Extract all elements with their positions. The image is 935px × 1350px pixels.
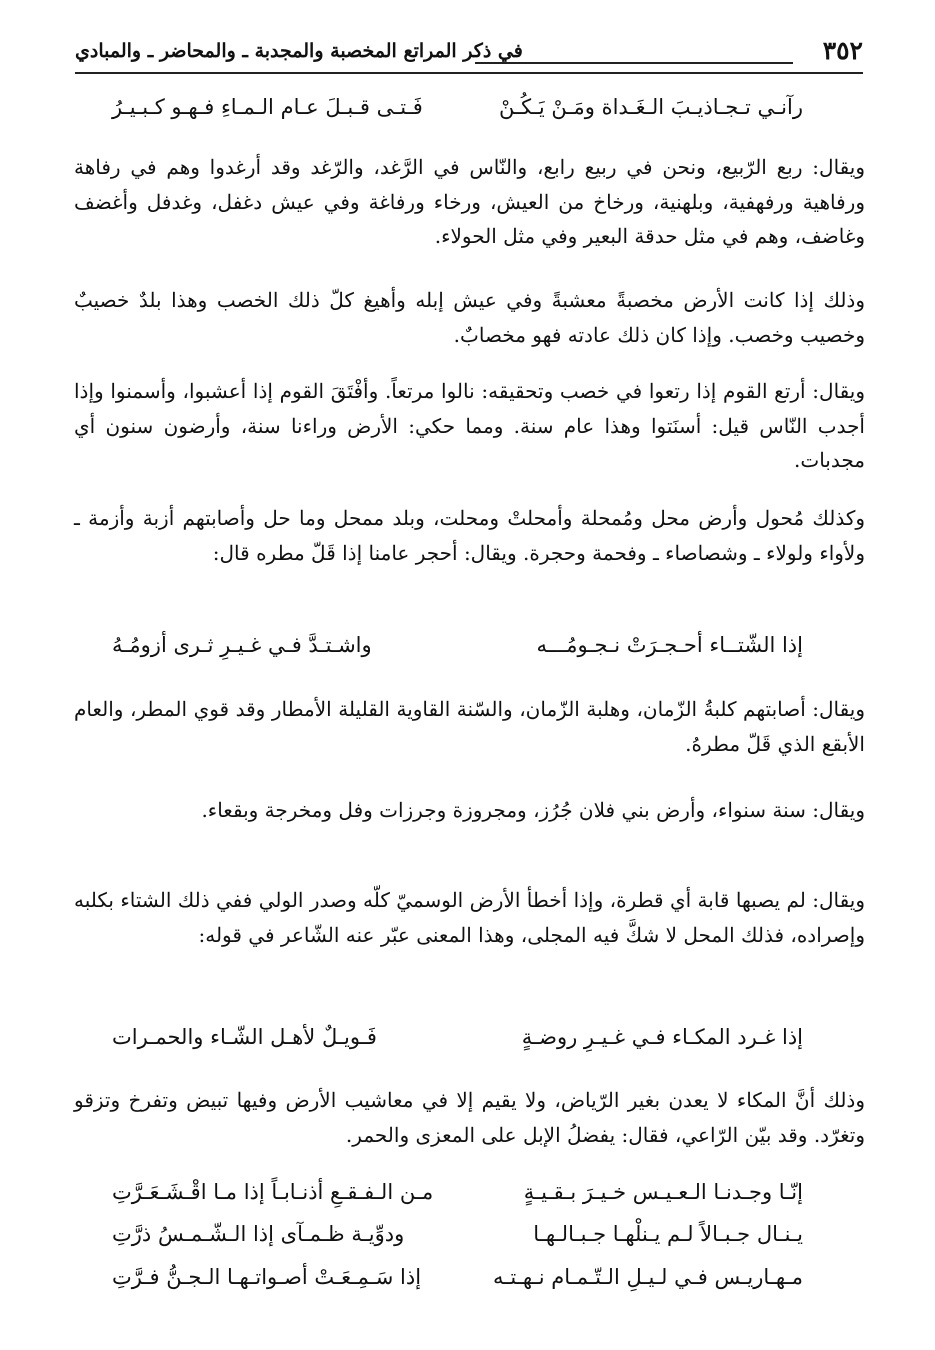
- paragraph: وذلك أنَّ المكاء لا يعدن بغير الرّياض، ولا يقيم إلا في معاشيب الأرض وفيها تبيض وتفرخ وتزقو وتغرّد. وقد بيّن الرّاعي، فقال: يفضلُ الإبل على المعزى والحمر.: [74, 1088, 865, 1147]
- verse-first-hemistich: إذا غـرد المكـاء فـي غـيـرِ روضـةٍ: [521, 1025, 803, 1049]
- verse-line: [82, 1222, 855, 1262]
- verse-second-hemistich: فَـتـى قـبـلَ عـام الـمـاءِ فـهـو كـبـيـرُ: [112, 95, 423, 119]
- verse-line: [82, 1025, 855, 1065]
- paragraph: ويقال: ربع الرّبيع، ونحن في ربيع رابع، والنّاس في الرَّغد، والرّغد وقد أرغدوا وهم في رفاهة ورفاهية ورفهفية، وبلهنية، ورخاخ من العيش، ورخاء ورفاغة وفي عيش دغفل، وغدفل وأغضف وغاضف، وهم في مثل حدقة البعير وفي مثل الحولاء.: [74, 155, 865, 248]
- page-header: [75, 32, 863, 74]
- verse-second-hemistich: فَـويـلٌ لأهـل الشّـاء والحمـرات: [112, 1025, 377, 1049]
- page-number: ٣٥٢: [822, 36, 863, 65]
- verse-second-hemistich: واشـتـدَّ فـي غـيـرِ ثـرى أزومُـهُ: [112, 633, 372, 657]
- paragraph: ويقال: أرتع القوم إذا رتعوا في خصب وتحقيقه: نالوا مرتعاً. وأفْتَقَ القوم إذا أعشبوا، وأسمنوا وإذا أجدب النّاس قيل: أسنَتوا وهذا عام سنة. ومما حكي: الأرض وراءنا سنة، وأرضون سنون أي مجدبات.: [74, 379, 866, 472]
- paragraph: ويقال: لم يصبها قابة أي قطرة، وإذا أخطأ الأرض الوسميّ كلّه وصدر الولي ففي ذلك الشتاء بكلبه وإصراده، فذلك المحل لا شكَّ فيه المجلى، وهذا المعنى عبّر عنه الشّاعر في قوله:: [74, 888, 865, 947]
- verse-first-hemistich: يـنـال جـبـالاً لـم يـنلْهـا جـبـالـهـا: [533, 1222, 803, 1246]
- paragraph: وذلك إذا كانت الأرض مخصبةً معشبةً وفي عيش إبله وأهيغ كلّ ذلك الخصب وهذا بلدٌ خصيبٌ وخصيب وخصب. وإذا كان ذلك عادته فهو مخصابٌ.: [74, 288, 865, 347]
- verse-first-hemistich: إذا الشّتــاء أحـجـرَتْ نـجـومُـــه: [536, 633, 803, 657]
- paragraph: ويقال: أصابتهم كلبةُ الزّمان، وهلبة الزّمان، والسّنة القاوية القليلة الأمطار وقد قوي المطر، والعام الأبقع الذي قَلّ مطرهُ.: [74, 697, 865, 756]
- verse-second-hemistich: ودوِّيـة ظـمـآى إذا الـشّـمـسُ ذرَّتِ: [112, 1222, 405, 1246]
- verse-line: [82, 1180, 855, 1220]
- verse-first-hemistich: مـهـاريـس فـي لـيـلِ الـتّـمـام نـهـتـه: [492, 1265, 803, 1289]
- verse-second-hemistich: إذا سَـمِـعَـتْ أصـواتـهـا الـجـنُّ فـرَّتِ: [112, 1265, 422, 1289]
- verse-line: [82, 633, 855, 673]
- paragraph: ويقال: سنة سنواء، وأرض بني فلان جُرُز، ومجروزة وجرزات وفل ومخرجة وبقعاء.: [201, 798, 865, 822]
- header-rule: [475, 62, 793, 64]
- paragraph: وكذلك مُحول وأرض محل ومُمحلة وأمحلتْ ومحلت، وبلد ممحل وما حل وأصابتهم أزبة وأزمة ـ ولأواء ولولاء ـ وشصاصاء ـ وفحمة وحجرة. ويقال: أحجر عامنا إذا قَلّ مطره قال:: [74, 506, 865, 565]
- verse-second-hemistich: مـن الـفـقـعِ أذنـابـاً إذا مـا اقْـشَـعَـرَّتِ: [112, 1180, 434, 1204]
- running-title: في ذكر المراتع المخصبة والمجدبة ـ والمحاضر ـ والمبادي: [75, 40, 523, 62]
- verse-first-hemistich: رآنـي تـجـاذيـبَ الـغَـداة ومَـنْ يَـكُـنْ: [498, 95, 803, 119]
- verse-line: [82, 1265, 855, 1305]
- verse-first-hemistich: إنّـا وجـدنـا الـعـيـس خـيـرَ بـقـيـةٍ: [523, 1180, 803, 1204]
- verse-line: [82, 95, 855, 135]
